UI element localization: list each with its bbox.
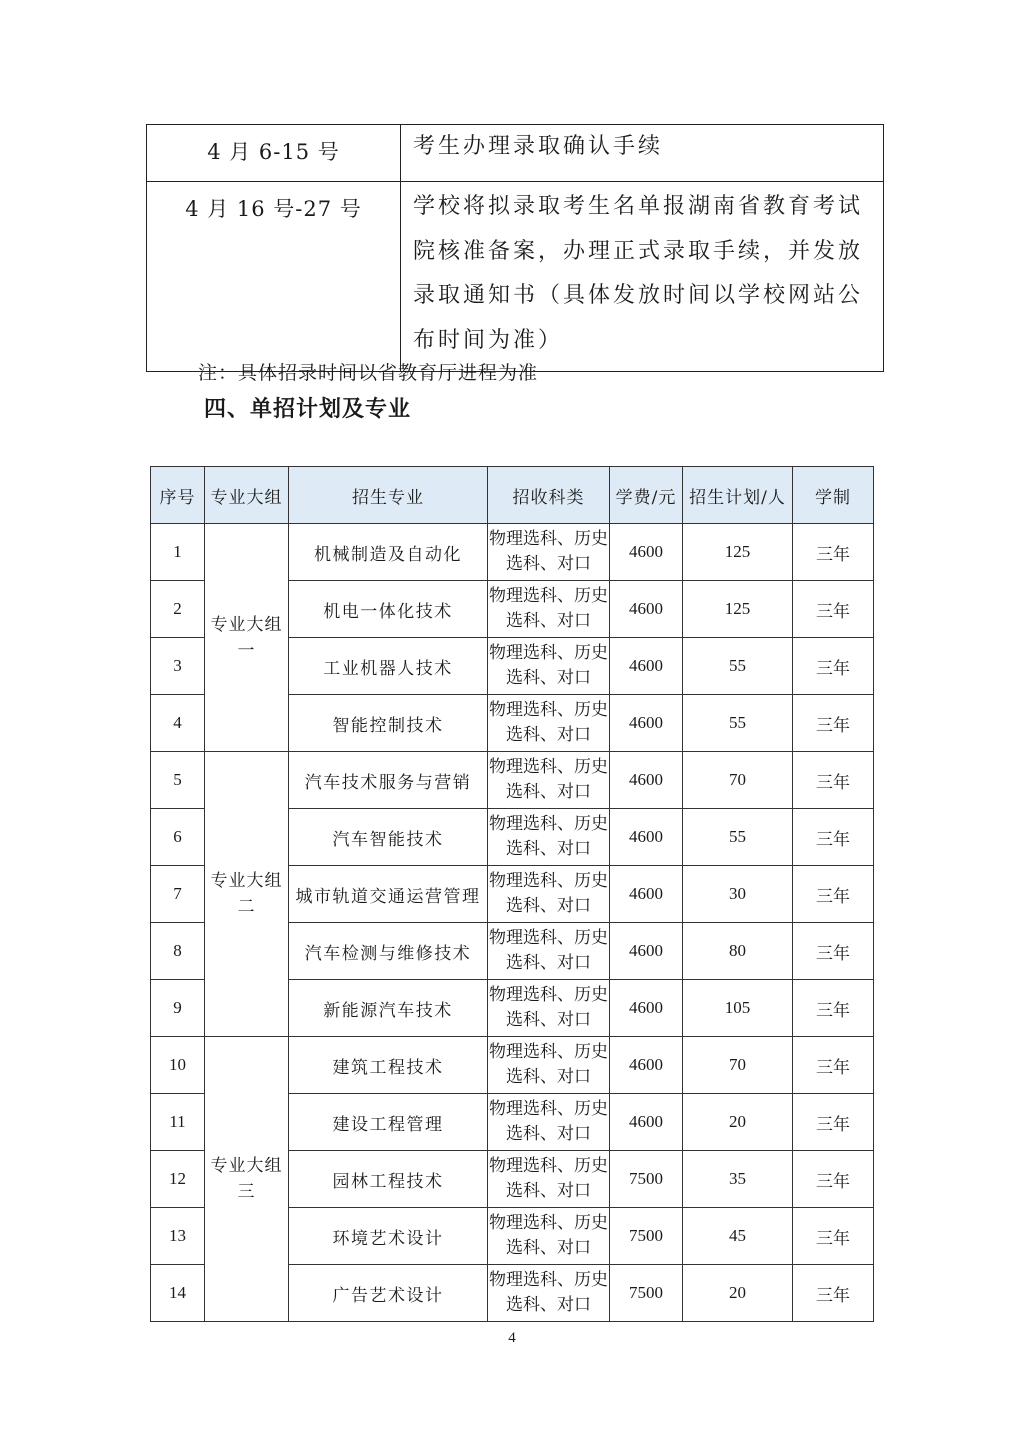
row-number-cell: 5 bbox=[151, 752, 205, 809]
fee-cell: 4600 bbox=[610, 923, 683, 980]
group-cell: 专业大组二 bbox=[205, 752, 289, 1037]
plan-cell: 55 bbox=[683, 695, 793, 752]
major-cell: 新能源汽车技术 bbox=[289, 980, 488, 1037]
plan-cell: 30 bbox=[683, 866, 793, 923]
table-row bbox=[151, 752, 874, 809]
schedule-desc: 考生办理录取确认手续 bbox=[401, 125, 884, 182]
subject-cell: 物理选科、历史选科、对口 bbox=[488, 809, 610, 866]
plan-cell: 35 bbox=[683, 1151, 793, 1208]
row-number-cell: 9 bbox=[151, 980, 205, 1037]
row-number-cell: 12 bbox=[151, 1151, 205, 1208]
row-number-cell: 8 bbox=[151, 923, 205, 980]
plan-cell: 70 bbox=[683, 1037, 793, 1094]
fee-cell: 4600 bbox=[610, 809, 683, 866]
row-number-cell: 7 bbox=[151, 866, 205, 923]
subject-cell: 物理选科、历史选科、对口 bbox=[488, 752, 610, 809]
subject-cell: 物理选科、历史选科、对口 bbox=[488, 1208, 610, 1265]
enrollment-plan-table bbox=[150, 466, 874, 1322]
plan-cell: 125 bbox=[683, 581, 793, 638]
years-cell: 三年 bbox=[793, 638, 874, 695]
header-cell: 学制 bbox=[793, 467, 874, 524]
subject-cell: 物理选科、历史选科、对口 bbox=[488, 980, 610, 1037]
row-number-cell: 10 bbox=[151, 1037, 205, 1094]
plan-cell: 20 bbox=[683, 1094, 793, 1151]
row-number-cell: 13 bbox=[151, 1208, 205, 1265]
major-cell: 城市轨道交通运营管理 bbox=[289, 866, 488, 923]
row-number-cell: 3 bbox=[151, 638, 205, 695]
group-cell: 专业大组一 bbox=[205, 524, 289, 752]
schedule-desc: 学校将拟录取考生名单报湖南省教育考试院核准备案，办理正式录取手续，并发放录取通知书（具体发放时间以学校网站公布时间为准） bbox=[401, 182, 884, 372]
years-cell: 三年 bbox=[793, 809, 874, 866]
major-cell: 工业机器人技术 bbox=[289, 638, 488, 695]
header-cell: 招收科类 bbox=[488, 467, 610, 524]
fee-cell: 4600 bbox=[610, 752, 683, 809]
subject-cell: 物理选科、历史选科、对口 bbox=[488, 1037, 610, 1094]
schedule-table bbox=[146, 124, 884, 372]
subject-cell: 物理选科、历史选科、对口 bbox=[488, 1265, 610, 1322]
fee-cell: 4600 bbox=[610, 524, 683, 581]
plan-cell: 20 bbox=[683, 1265, 793, 1322]
header-cell: 招生专业 bbox=[289, 467, 488, 524]
table-header-row bbox=[151, 467, 874, 524]
years-cell: 三年 bbox=[793, 866, 874, 923]
major-cell: 汽车智能技术 bbox=[289, 809, 488, 866]
years-cell: 三年 bbox=[793, 1037, 874, 1094]
years-cell: 三年 bbox=[793, 524, 874, 581]
plan-cell: 45 bbox=[683, 1208, 793, 1265]
row-number-cell: 14 bbox=[151, 1265, 205, 1322]
row-number-cell: 11 bbox=[151, 1094, 205, 1151]
fee-cell: 4600 bbox=[610, 980, 683, 1037]
years-cell: 三年 bbox=[793, 581, 874, 638]
years-cell: 三年 bbox=[793, 695, 874, 752]
major-cell: 园林工程技术 bbox=[289, 1151, 488, 1208]
fee-cell: 4600 bbox=[610, 866, 683, 923]
subject-cell: 物理选科、历史选科、对口 bbox=[488, 1094, 610, 1151]
header-cell: 学费/元 bbox=[610, 467, 683, 524]
years-cell: 三年 bbox=[793, 980, 874, 1037]
header-cell: 专业大组 bbox=[205, 467, 289, 524]
fee-cell: 7500 bbox=[610, 1151, 683, 1208]
row-number-cell: 6 bbox=[151, 809, 205, 866]
major-cell: 汽车检测与维修技术 bbox=[289, 923, 488, 980]
header-cell: 招生计划/人 bbox=[683, 467, 793, 524]
table-row bbox=[151, 1037, 874, 1094]
years-cell: 三年 bbox=[793, 1208, 874, 1265]
subject-cell: 物理选科、历史选科、对口 bbox=[488, 1151, 610, 1208]
fee-cell: 7500 bbox=[610, 1265, 683, 1322]
schedule-row bbox=[147, 182, 884, 372]
plan-cell: 55 bbox=[683, 809, 793, 866]
major-cell: 广告艺术设计 bbox=[289, 1265, 488, 1322]
fee-cell: 7500 bbox=[610, 1208, 683, 1265]
major-cell: 汽车技术服务与营销 bbox=[289, 752, 488, 809]
schedule-date: 4 月 6-15 号 bbox=[147, 125, 401, 182]
section-heading: 四、单招计划及专业 bbox=[204, 397, 412, 422]
years-cell: 三年 bbox=[793, 1094, 874, 1151]
fee-cell: 4600 bbox=[610, 695, 683, 752]
subject-cell: 物理选科、历史选科、对口 bbox=[488, 695, 610, 752]
major-cell: 环境艺术设计 bbox=[289, 1208, 488, 1265]
header-cell: 序号 bbox=[151, 467, 205, 524]
plan-cell: 125 bbox=[683, 524, 793, 581]
fee-cell: 4600 bbox=[610, 1094, 683, 1151]
major-cell: 机电一体化技术 bbox=[289, 581, 488, 638]
plan-cell: 70 bbox=[683, 752, 793, 809]
subject-cell: 物理选科、历史选科、对口 bbox=[488, 638, 610, 695]
page-number: 4 bbox=[508, 1330, 516, 1346]
subject-cell: 物理选科、历史选科、对口 bbox=[488, 866, 610, 923]
plan-cell: 105 bbox=[683, 980, 793, 1037]
fee-cell: 4600 bbox=[610, 581, 683, 638]
fee-cell: 4600 bbox=[610, 1037, 683, 1094]
fee-cell: 4600 bbox=[610, 638, 683, 695]
years-cell: 三年 bbox=[793, 923, 874, 980]
years-cell: 三年 bbox=[793, 1265, 874, 1322]
subject-cell: 物理选科、历史选科、对口 bbox=[488, 923, 610, 980]
plan-cell: 55 bbox=[683, 638, 793, 695]
major-cell: 建设工程管理 bbox=[289, 1094, 488, 1151]
row-number-cell: 4 bbox=[151, 695, 205, 752]
table-body bbox=[151, 524, 874, 1322]
major-cell: 建筑工程技术 bbox=[289, 1037, 488, 1094]
row-number-cell: 1 bbox=[151, 524, 205, 581]
subject-cell: 物理选科、历史选科、对口 bbox=[488, 581, 610, 638]
major-cell: 机械制造及自动化 bbox=[289, 524, 488, 581]
major-cell: 智能控制技术 bbox=[289, 695, 488, 752]
plan-cell: 80 bbox=[683, 923, 793, 980]
schedule-note: 注：具体招录时间以省教育厅进程为准 bbox=[198, 362, 539, 384]
years-cell: 三年 bbox=[793, 1151, 874, 1208]
row-number-cell: 2 bbox=[151, 581, 205, 638]
schedule-date: 4 月 16 号-27 号 bbox=[147, 182, 401, 372]
subject-cell: 物理选科、历史选科、对口 bbox=[488, 524, 610, 581]
group-cell: 专业大组三 bbox=[205, 1037, 289, 1322]
table-row bbox=[151, 524, 874, 581]
years-cell: 三年 bbox=[793, 752, 874, 809]
schedule-row bbox=[147, 125, 884, 182]
